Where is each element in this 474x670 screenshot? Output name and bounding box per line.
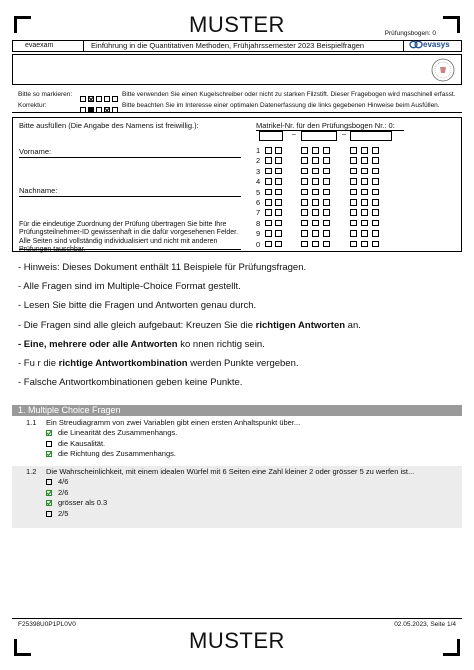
- divider: [83, 41, 84, 51]
- digit-checkbox[interactable]: [323, 199, 330, 206]
- matrikel-dash: –: [342, 131, 346, 138]
- answer-checkbox[interactable]: [46, 511, 52, 517]
- digit-row: [256, 177, 406, 186]
- digit-checkbox[interactable]: [372, 147, 379, 154]
- watermark-top: MUSTER: [189, 12, 285, 37]
- footer-date-page: 02.05.2023, Seite 1/4: [394, 621, 456, 628]
- nachname-field[interactable]: [19, 196, 241, 197]
- divider: [403, 41, 404, 51]
- matrikel-digit-box[interactable]: [259, 131, 283, 141]
- hint-text: - Die Fragen sind alle gleich aufgebaut: Kreuzen Sie die: [18, 319, 256, 331]
- matrikel-label: Matrikel-Nr. für den Prüfungsbogen Nr.: 0:: [256, 121, 395, 130]
- digit-checkbox[interactable]: [372, 241, 379, 248]
- digit-checkbox[interactable]: [265, 241, 272, 248]
- divider: [12, 618, 462, 619]
- checkmark-icon: [46, 500, 52, 506]
- digit-checkbox[interactable]: [361, 220, 368, 227]
- hint-text: - Hinweis: Dieses Dokument enthält 11 Beispiele für Prüfungsfragen.: [18, 262, 307, 273]
- digit-checkbox[interactable]: [312, 189, 319, 196]
- digit-label: 5: [256, 187, 261, 197]
- answer-label: die Kausalität.: [58, 438, 106, 448]
- university-seal-icon: [431, 58, 455, 82]
- digit-checkbox[interactable]: [361, 199, 368, 206]
- digit-checkbox[interactable]: [323, 220, 330, 227]
- digit-checkbox[interactable]: [323, 168, 330, 175]
- digit-checkbox[interactable]: [372, 209, 379, 216]
- footer-code: F25398U0P1PL0V0: [18, 621, 76, 628]
- digit-row: [256, 156, 406, 165]
- digit-checkbox[interactable]: [372, 220, 379, 227]
- evasys-logo-icon: [409, 40, 423, 49]
- info-box: [12, 54, 462, 85]
- vorname-label: Vorname:: [19, 147, 52, 156]
- answer-option[interactable]: [46, 509, 68, 518]
- digit-checkbox[interactable]: [301, 157, 308, 164]
- answer-option[interactable]: [46, 449, 176, 458]
- digit-checkbox[interactable]: [350, 178, 357, 185]
- digit-checkbox[interactable]: [312, 220, 319, 227]
- matrikel-dash: –: [292, 131, 296, 138]
- digit-checkbox[interactable]: [323, 157, 330, 164]
- digit-checkbox[interactable]: [312, 241, 319, 248]
- digit-label: 7: [256, 208, 261, 218]
- digit-checkbox[interactable]: [350, 220, 357, 227]
- digit-label: 2: [256, 156, 261, 166]
- answer-checkbox[interactable]: [46, 500, 52, 506]
- checkmark-icon: [46, 451, 52, 457]
- checkmark-icon: [46, 490, 52, 496]
- hint-line: [18, 262, 306, 273]
- digit-checkbox[interactable]: [323, 147, 330, 154]
- correct-label: Korrektur:: [18, 102, 47, 109]
- digit-checkbox[interactable]: [265, 168, 272, 175]
- digit-checkbox[interactable]: [350, 230, 357, 237]
- digit-checkbox[interactable]: [275, 189, 282, 196]
- digit-checkbox[interactable]: [301, 178, 308, 185]
- digit-checkbox[interactable]: [265, 230, 272, 237]
- digit-checkbox[interactable]: [265, 220, 272, 227]
- hint-text: - Falsche Antwortkombinationen geben keine Punkte.: [18, 377, 243, 389]
- hint-text: - Fu r die: [18, 358, 59, 369]
- digit-checkbox[interactable]: [312, 209, 319, 216]
- watermark-bottom: MUSTER: [189, 628, 285, 653]
- answer-label: die Linearität des Zusammenhangs.: [58, 428, 178, 437]
- hint-text: - Lesen Sie bitte die Fragen und Antworten genau durch.: [18, 300, 257, 312]
- answer-checkbox[interactable]: [46, 451, 52, 457]
- digit-checkbox[interactable]: [301, 189, 308, 196]
- digit-row: [256, 146, 406, 155]
- question-number: 1.1: [26, 418, 37, 427]
- digit-checkbox[interactable]: [301, 241, 308, 248]
- nachname-label: Nachname:: [19, 186, 58, 195]
- digit-label: 9: [256, 229, 261, 239]
- digit-checkbox[interactable]: [372, 189, 379, 196]
- digit-checkbox[interactable]: [361, 168, 368, 175]
- answer-checkbox[interactable]: [46, 441, 52, 447]
- hint-line: [18, 339, 265, 350]
- divider: [12, 112, 462, 113]
- system-name: evaexam: [25, 42, 54, 49]
- answer-option[interactable]: [46, 488, 68, 497]
- digit-row: [256, 208, 406, 217]
- digit-checkbox[interactable]: [265, 157, 272, 164]
- fill-label: Bitte ausfüllen (Die Angabe des Namens ist freiwillig.):: [19, 121, 199, 130]
- answer-checkbox[interactable]: [46, 430, 52, 436]
- digit-label: 1: [256, 146, 261, 155]
- answer-option[interactable]: [46, 428, 177, 437]
- hint-text: an.: [345, 319, 361, 331]
- digit-checkbox[interactable]: [350, 209, 357, 216]
- question-number: 1.2: [26, 467, 37, 476]
- digit-label: 0: [256, 239, 261, 249]
- digit-checkbox[interactable]: [350, 168, 357, 175]
- digit-checkbox[interactable]: [275, 157, 282, 164]
- hint-line: [18, 281, 241, 292]
- digit-checkbox[interactable]: [323, 230, 330, 237]
- mark-label: Bitte so markieren:: [18, 91, 73, 98]
- checkmark-icon: [46, 430, 52, 436]
- vorname-field[interactable]: [19, 157, 241, 158]
- answer-checkbox[interactable]: [46, 479, 52, 485]
- digit-checkbox[interactable]: [372, 157, 379, 164]
- answer-option[interactable]: [46, 498, 107, 507]
- digit-row: [256, 188, 406, 197]
- digit-checkbox[interactable]: [323, 178, 330, 185]
- digit-checkbox[interactable]: [350, 157, 357, 164]
- digit-checkbox[interactable]: [312, 157, 319, 164]
- digit-checkbox[interactable]: [265, 209, 272, 216]
- digit-checkbox[interactable]: [323, 189, 330, 196]
- digit-checkbox[interactable]: [275, 230, 282, 237]
- hint-emphasis: - Eine, mehrere oder alle Antworten: [18, 338, 178, 350]
- digit-checkbox[interactable]: [361, 230, 368, 237]
- question-text: Die Wahrscheinlichkeit, mit einem idealen Würfel mit 6 Seiten eine Zahl kleiner 2 oder grösser 5 zu werfen ist...: [46, 467, 415, 476]
- hint-line: [18, 320, 361, 331]
- digit-row: [256, 229, 406, 238]
- digit-label: 4: [256, 177, 261, 187]
- digit-checkbox[interactable]: [265, 189, 272, 196]
- digit-checkbox[interactable]: [312, 147, 319, 154]
- digit-checkbox[interactable]: [361, 241, 368, 248]
- digit-label: 8: [256, 218, 261, 228]
- exam-title: Einführung in die Quantitativen Methoden, Frühjahrssemester 2023 Beispielfragen: [91, 41, 365, 50]
- digit-row: [256, 240, 406, 249]
- digit-checkbox[interactable]: [372, 230, 379, 237]
- divider: [19, 249, 241, 250]
- digit-checkbox[interactable]: [372, 168, 379, 175]
- answer-checkbox[interactable]: [46, 490, 52, 496]
- digit-checkbox[interactable]: [323, 209, 330, 216]
- header-bar: [12, 40, 462, 52]
- digit-checkbox[interactable]: [265, 147, 272, 154]
- hint-text: ko nnen richtig sein.: [177, 338, 265, 350]
- digit-checkbox[interactable]: [275, 147, 282, 154]
- digit-label: 3: [256, 166, 261, 176]
- digit-checkbox[interactable]: [361, 147, 368, 154]
- digit-checkbox[interactable]: [301, 147, 308, 154]
- hint-line: [18, 358, 299, 369]
- digit-checkbox[interactable]: [275, 199, 282, 206]
- digit-checkbox[interactable]: [312, 168, 319, 175]
- answer-label: grösser als 0.3: [58, 498, 108, 507]
- digit-checkbox[interactable]: [350, 199, 357, 206]
- digit-checkbox[interactable]: [372, 178, 379, 185]
- digit-checkbox[interactable]: [361, 157, 368, 164]
- digit-checkbox[interactable]: [361, 189, 368, 196]
- digit-checkbox[interactable]: [350, 241, 357, 248]
- digit-checkbox[interactable]: [275, 168, 282, 175]
- digit-checkbox[interactable]: [301, 230, 308, 237]
- digit-checkbox[interactable]: [312, 178, 319, 185]
- digit-checkbox[interactable]: [361, 178, 368, 185]
- digit-checkbox[interactable]: [265, 178, 272, 185]
- digit-checkbox[interactable]: [275, 209, 282, 216]
- digit-checkbox[interactable]: [265, 199, 272, 206]
- digit-checkbox[interactable]: [301, 209, 308, 216]
- digit-checkbox[interactable]: [301, 220, 308, 227]
- digit-checkbox[interactable]: [350, 189, 357, 196]
- matrikel-digit-box[interactable]: [301, 131, 337, 141]
- hint-emphasis: richtige Antwortkombination: [58, 358, 188, 369]
- digit-checkbox[interactable]: [301, 168, 308, 175]
- digit-checkbox[interactable]: [350, 147, 357, 154]
- survey-number: Prüfungsbogen: 0: [384, 30, 436, 37]
- digit-checkbox[interactable]: [312, 230, 319, 237]
- digit-row: [256, 167, 406, 176]
- digit-checkbox[interactable]: [275, 178, 282, 185]
- digit-checkbox[interactable]: [312, 199, 319, 206]
- digit-row: [256, 198, 406, 207]
- answer-label: 2/6: [58, 487, 69, 497]
- digit-checkbox[interactable]: [301, 199, 308, 206]
- digit-checkbox[interactable]: [275, 220, 282, 227]
- digit-checkbox[interactable]: [361, 209, 368, 216]
- hint-line: [18, 377, 242, 388]
- digit-checkbox[interactable]: [323, 241, 330, 248]
- hint-text: - Alle Fragen sind im Multiple-Choice Format gestellt.: [18, 281, 241, 293]
- matrikel-digit-box[interactable]: [350, 131, 392, 141]
- hint-text: werden Punkte vergeben.: [187, 358, 299, 369]
- digit-checkbox[interactable]: [275, 241, 282, 248]
- answer-label: 2/5: [58, 508, 69, 518]
- digit-label: 6: [256, 198, 261, 207]
- id-box: [12, 117, 462, 252]
- answer-label: 4/6: [58, 477, 69, 486]
- correct-hint: Bitte beachten Sie im Interesse einer optimalen Datenerfassung die links gegebenen Hinweise beim Ausfüllen.: [122, 102, 440, 109]
- question-text: Ein Streudiagramm von zwei Variablen gibt einen ersten Anhaltspunkt über...: [46, 418, 301, 427]
- hint-line: [18, 300, 256, 311]
- evasys-logo: evasys: [409, 40, 450, 49]
- id-note: Für die eindeutige Zuordnung der Prüfung übertragen Sie bitte Ihre Prüfungsteilnehmer-ID gewissenhaft in die dafür vorgesehenen Felder. Alle Seiten sind vollständig individualisiert und nicht mit anderen: [19, 221, 239, 245]
- answer-option[interactable]: [46, 477, 68, 486]
- digit-row: [256, 219, 406, 228]
- answer-label: die Richtung des Zusammenhangs.: [58, 449, 176, 458]
- digit-checkbox[interactable]: [372, 199, 379, 206]
- section-header: 1. Multiple Choice Fragen: [12, 405, 462, 416]
- answer-option[interactable]: [46, 439, 105, 448]
- hint-emphasis: richtigen Antworten: [255, 319, 346, 331]
- mark-hint: Bitte verwenden Sie einen Kugelschreiber oder nicht zu starken Filzstift. Dieser Fragebogen wird maschinell erfasst.: [122, 91, 456, 98]
